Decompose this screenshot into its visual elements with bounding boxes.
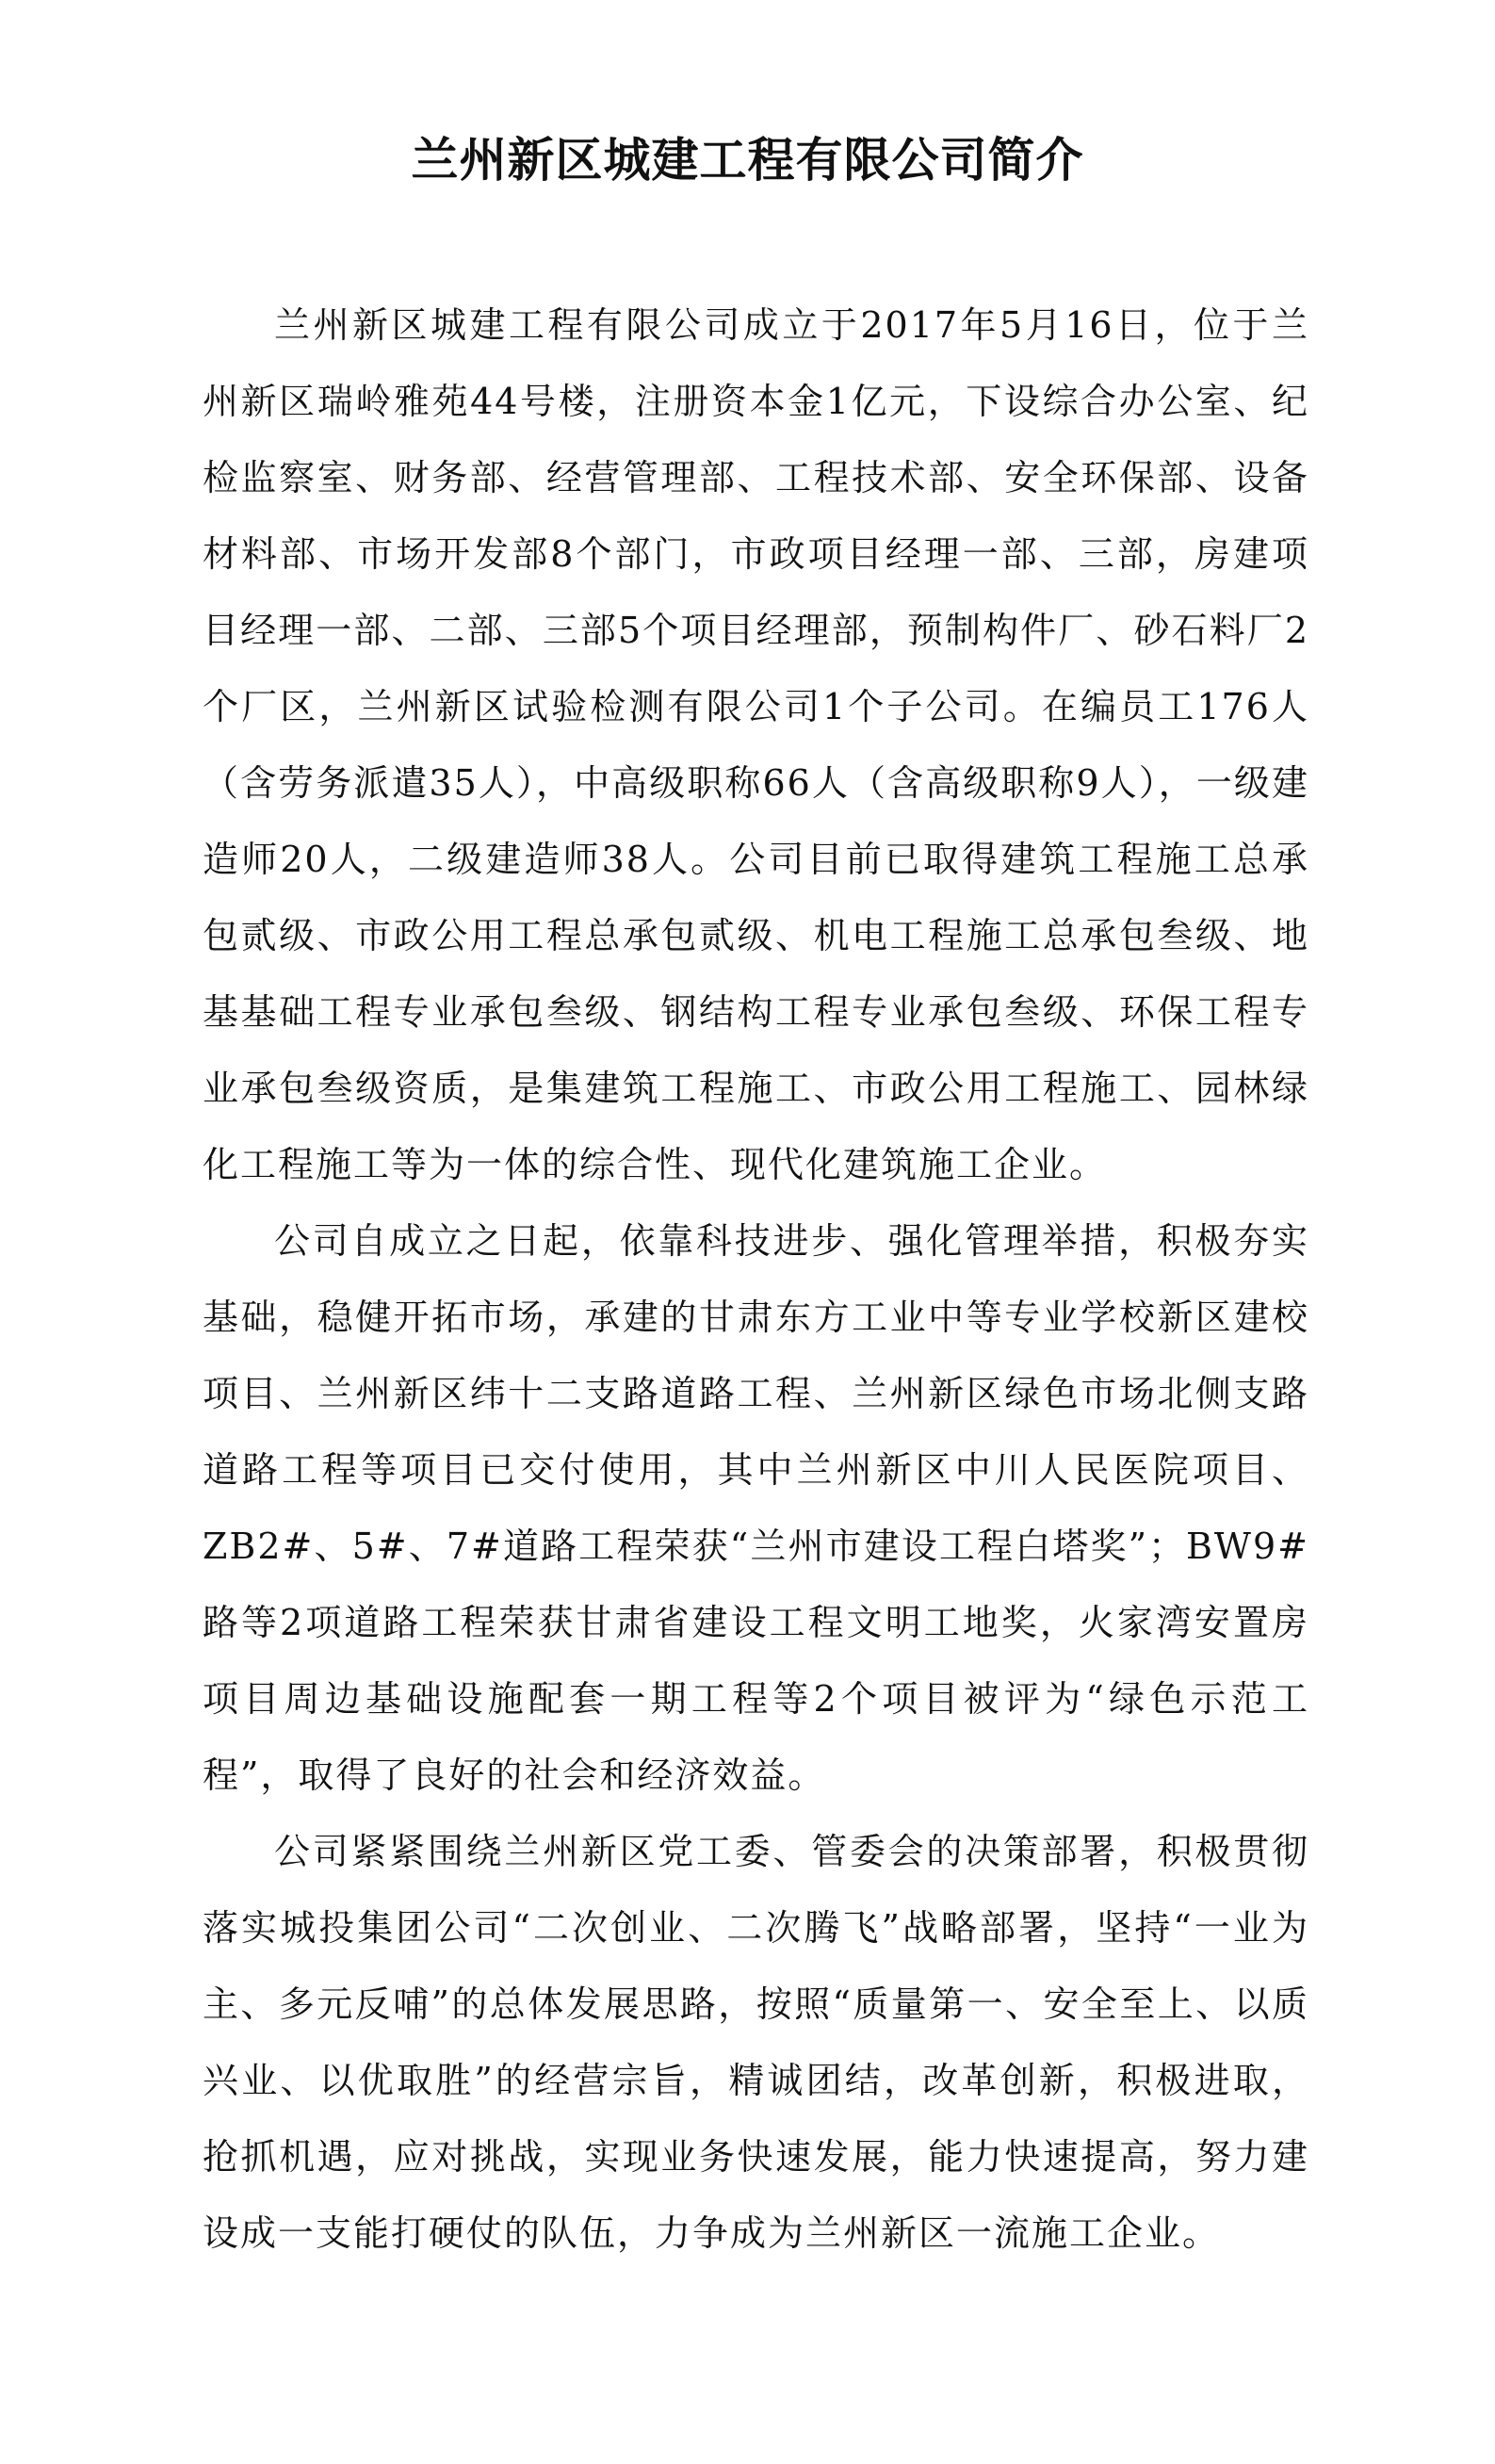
document-body [203, 287, 1309, 2272]
paragraph-company-overview: 兰州新区城建工程有限公司成立于2017年5月16日，位于兰州新区瑞岭雅苑44号楼，注册资本金1亿元，下设综合办公室、纪检监察室、财务部、经营管理部、工程技术部、安全环保部、设备材料部、市场开发部8个部门，市政项目经理一部、三部，房建项目经理一部、二部、三部5个项目经理部，预制构件厂、砂石料厂2个厂区，兰州新区试验检测有限公司1个子公司。在编员工176人（含劳务派遣35人），中高级职称66人（含高级职称9人），一级建造师20人，二级建造师38人。公司目前已取得建筑工程施工总承包贰级、市政公用工程总承包贰级、机电工程施工总承包叁级、地基基础工程专业承包叁级、钢结构工程专业承包叁级、环保工程专业承包叁级资质，是集建筑工程施工、市政公用工程施工、园林绿化工程施工等为一体的综合性、现代化建筑施工企业。 [203, 304, 1309, 1185]
document-title: 兰州新区城建工程有限公司简介 [411, 133, 1084, 188]
paragraph-strategy: 公司紧紧围绕兰州新区党工委、管委会的决策部署，积极贯彻落实城投集团公司“二次创业、二次腾飞”战略部署，坚持“一业为主、多元反哺”的总体发展思路，按照“质量第一、安全至上、以质兴业、以优取胜”的经营宗旨，精诚团结，改革创新，积极进取，抢抓机遇，应对挑战，实现业务快速发展，能力快速提高，努力建设成一支能打硬仗的队伍，力争成为兰州新区一流施工企业。 [203, 1831, 1309, 2254]
paragraph-achievements: 公司自成立之日起，依靠科技进步、强化管理举措，积极夯实基础，稳健开拓市场，承建的甘肃东方工业中等专业学校新区建校项目、兰州新区纬十二支路道路工程、兰州新区绿色市场北侧支路道路工程等项目已交付使用，其中兰州新区中川人民医院项目、ZB2#、5#、7#道路工程荣获“兰州市建设工程白塔奖”；BW9#路等2项道路工程荣获甘肃省建设工程文明工地奖，火家湾安置房项目周边基础设施配套一期工程等2个项目被评为“绿色示范工程”，取得了良好的社会和经济效益。 [203, 1220, 1309, 1796]
